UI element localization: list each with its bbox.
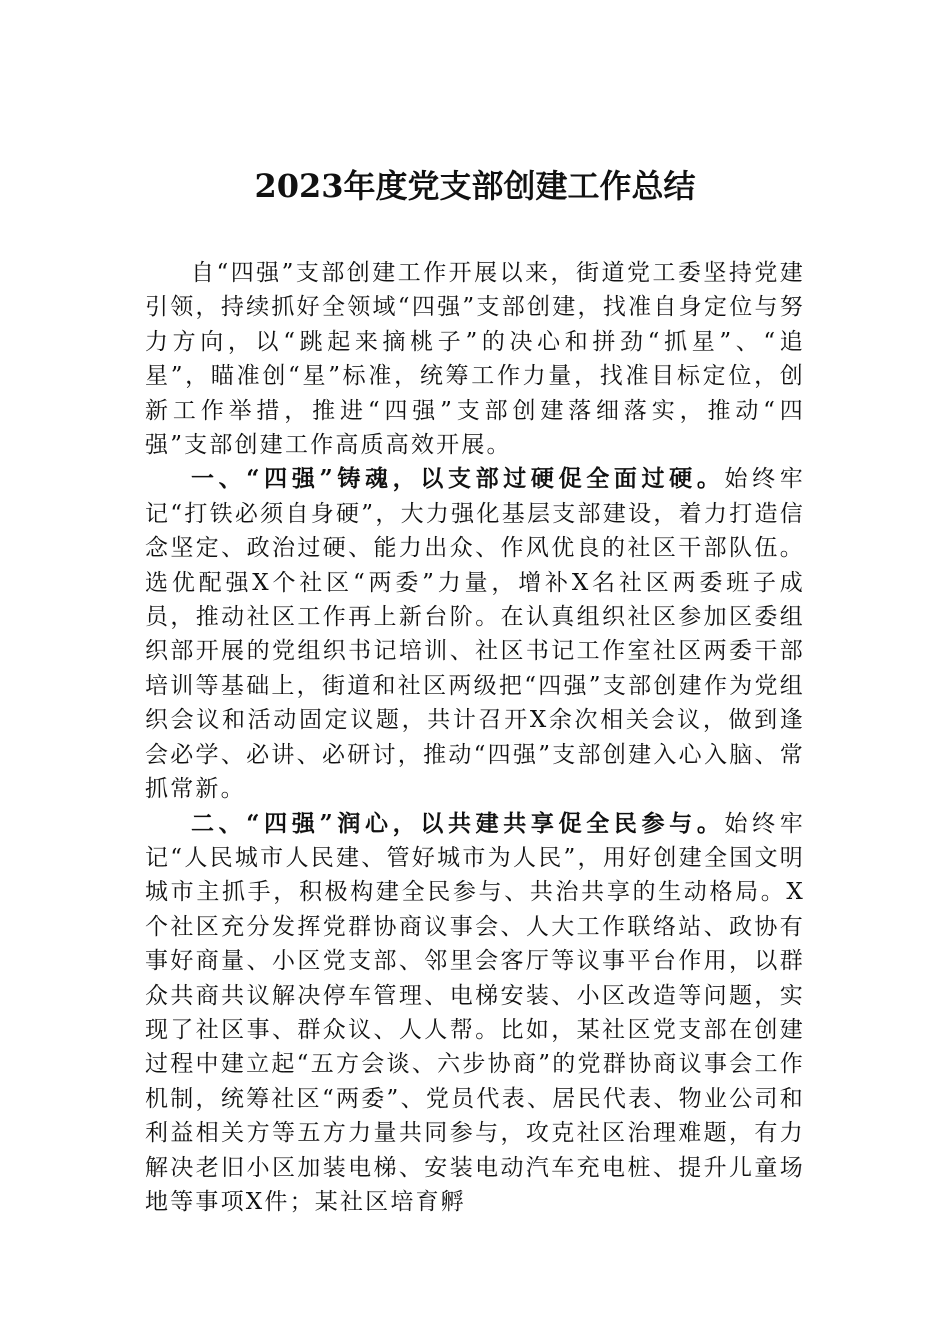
section-heading: 一、“四强”铸魂，以支部过硬促全面过硬。 xyxy=(191,465,725,493)
document-title: 2023年度党支部创建工作总结 xyxy=(254,167,696,205)
paragraph-text: 自“四强”支部创建工作开展以来，街道党工委坚持党建引领，持续抓好全领域“四强”支部创建，找准自身定位与努力方向，以“跳起来摘桃子”的决心和拼劲“抓星”、“追星”，瞄准创“星”标准，统筹工作力量，找准目标定位，创新工作举措，推进“四强”支部创建落细落实，推动“四强”支部创建工作高质高效开展。 xyxy=(145,260,805,459)
paragraph-intro xyxy=(145,256,805,462)
paragraph-text: 始终牢记“打铁必须自身硬”，大力强化基层支部建设，着力打造信念坚定、政治过硬、能力出众、作风优良的社区干部队伍。选优配强X个社区“两委”力量，增补X名社区两委班子成员，推动社区工作再上新台阶。在认真组织社区参加区委组织部开展的党组织书记培训、社区书记工作室社区两委干部培训等基础上，街道和社区两级把“四强”支部创建作为党组织会议和活动固定议题，共计召开X余次相关会议，做到逢会必学、必讲、必研讨，推动“四强”支部创建入心入脑、常抓常新。 xyxy=(145,466,805,803)
paragraph-section-2 xyxy=(145,807,805,1220)
paragraph-section-1 xyxy=(145,462,805,806)
section-heading: 二、“四强”润心，以共建共享促全民参与。 xyxy=(191,809,725,837)
paragraph-text: 始终牢记“人民城市人民建、管好城市为人民”，用好创建全国文明城市主抓手，积极构建全民参与、共治共享的生动格局。X个社区充分发挥党群协商议事会、人大工作联络站、政协有事好商量、小区党支部、邻里会客厅等议事平台作用，以群众共商共议解决停车管理、电梯安装、小区改造等问题，实现了社区事、群众议、人人帮。比如，某社区党支部在创建过程中建立起“五方会谈、六步协商”的党群协商议事会工作机制，统筹社区“两委”、党员代表、居民代表、物业公司和利益相关方等五方力量共同参与，攻克社区治理难题，有力解决老旧小区加装电梯、安装电动汽车充电桩、提升儿童场地等事项X件；某社区培育孵 xyxy=(145,810,805,1215)
document-body xyxy=(145,256,805,1219)
